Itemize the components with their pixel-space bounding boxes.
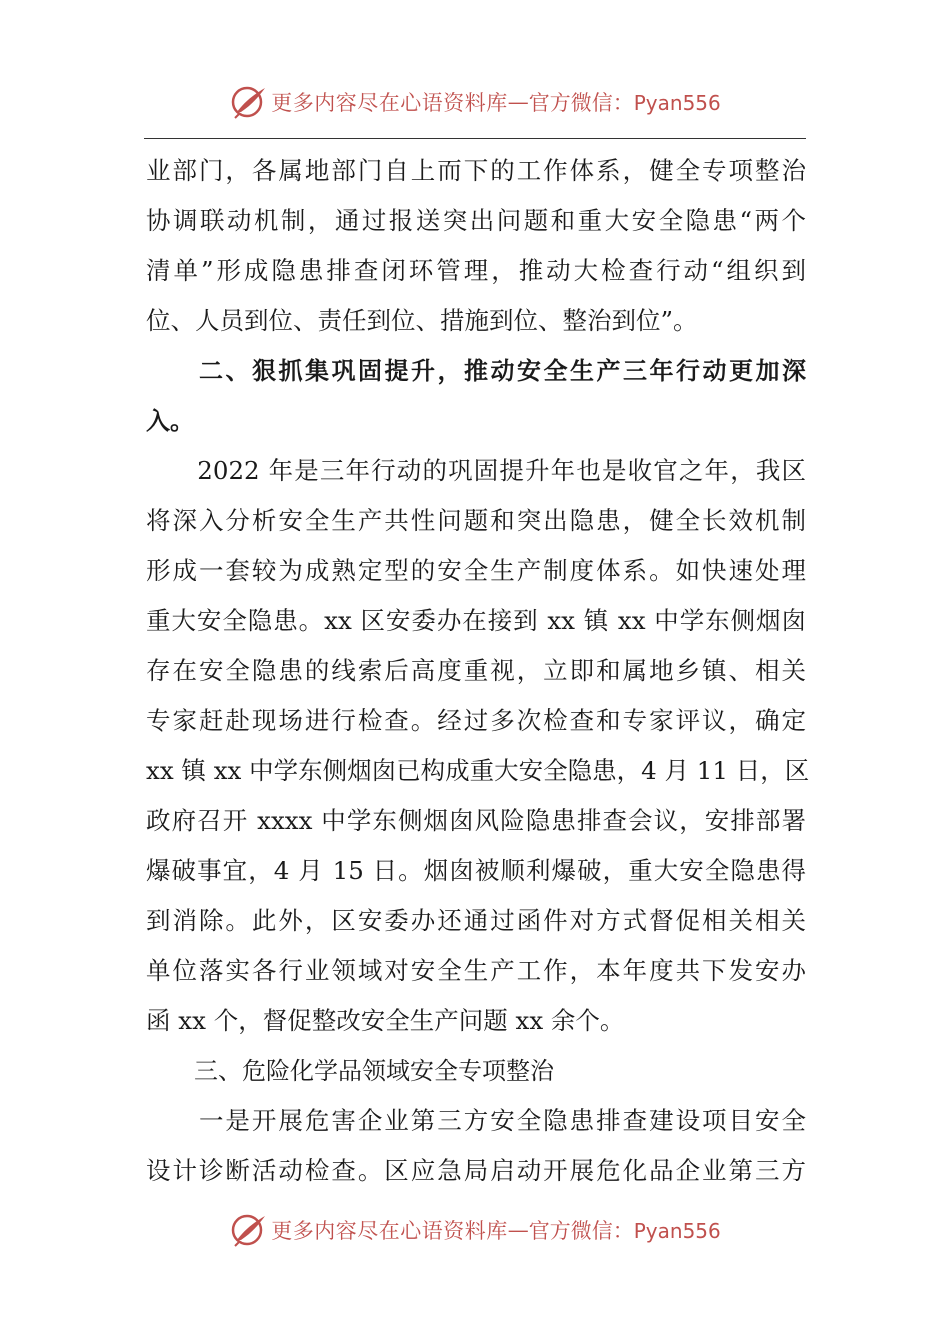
banner-wechat bbox=[529, 87, 721, 117]
section-heading-2 bbox=[146, 346, 806, 446]
text-line: 爆破事宜，4 月 15 日。烟囱被顺利爆破，重大安全隐患得 bbox=[146, 856, 806, 885]
text-line: 业部门，各属地部门自上而下的工作体系，健全专项整治 bbox=[146, 156, 806, 185]
text-line: xx 镇 xx 中学东侧烟囱已构成重大安全隐患，4 月 11 日，区 bbox=[146, 756, 810, 785]
document-body bbox=[146, 146, 810, 1196]
text-line: 位、人员到位、责任到位、措施到位、整治到位”。 bbox=[146, 306, 698, 335]
quill-logo-icon bbox=[229, 82, 269, 122]
section-heading-3 bbox=[146, 1046, 806, 1096]
paragraph-3 bbox=[146, 1096, 806, 1196]
text-line: 形成一套较为成熟定型的安全生产制度体系。如快速处理 bbox=[146, 556, 806, 585]
text-line: 设计诊断活动检查。区应急局启动开展危化品企业第三方 bbox=[146, 1156, 806, 1185]
banner-handle: Pyan556 bbox=[633, 1219, 721, 1243]
footer-banner bbox=[0, 1210, 950, 1250]
text-line: 2022 年是三年行动的巩固提升年也是收官之年，我区 bbox=[146, 456, 806, 485]
banner-site-text: 更多内容尽在心语资料库 bbox=[271, 91, 508, 115]
banner-wechat bbox=[529, 1215, 721, 1245]
banner-separator: — bbox=[507, 1218, 529, 1242]
text-line: 单位落实各行业领域对安全生产工作，本年度共下发安办 bbox=[146, 956, 806, 985]
heading-line: 二、狠抓集巩固提升，推动安全生产三年行动更加深 bbox=[146, 357, 806, 385]
banner-wechat-label: 官方微信： bbox=[528, 1219, 634, 1243]
text-line: 协调联动机制，通过报送突出问题和重大安全隐患“两个 bbox=[146, 206, 806, 235]
text-line: 重大安全隐患。xx 区安委办在接到 xx 镇 xx 中学东侧烟囱 bbox=[146, 606, 806, 635]
banner-handle: Pyan556 bbox=[633, 91, 721, 115]
banner-wechat-label: 官方微信： bbox=[528, 91, 634, 115]
quill-logo-icon bbox=[229, 1210, 269, 1250]
text-line: 存在安全隐患的线索后高度重视，立即和属地乡镇、相关 bbox=[146, 656, 806, 685]
text-line: 清单”形成隐患排查闭环管理，推动大检查行动“组织到 bbox=[146, 256, 806, 285]
header-banner bbox=[0, 82, 950, 122]
banner-site-text: 更多内容尽在心语资料库 bbox=[271, 1219, 508, 1243]
banner-separator: — bbox=[507, 90, 529, 114]
text-line: 专家赶赴现场进行检查。经过多次检查和专家评议，确定 bbox=[146, 706, 806, 735]
heading-line: 入。 bbox=[146, 407, 194, 435]
text-line: 政府召开 xxxx 中学东侧烟囱风险隐患排查会议，安排部署 bbox=[146, 806, 806, 835]
header-divider bbox=[144, 138, 806, 139]
paragraph-1 bbox=[146, 146, 806, 346]
text-line: 将深入分析安全生产共性问题和突出隐患，健全长效机制 bbox=[146, 506, 806, 535]
text-line: 一是开展危害企业第三方安全隐患排查建设项目安全 bbox=[146, 1106, 806, 1135]
heading-line: 三、危险化学品领域安全专项整治 bbox=[146, 1057, 554, 1085]
text-line: 到消除。此外，区安委办还通过函件对方式督促相关相关 bbox=[146, 906, 806, 935]
paragraph-2 bbox=[146, 446, 810, 1046]
text-line: 函 xx 个，督促整改安全生产问题 xx 余个。 bbox=[146, 1006, 625, 1035]
